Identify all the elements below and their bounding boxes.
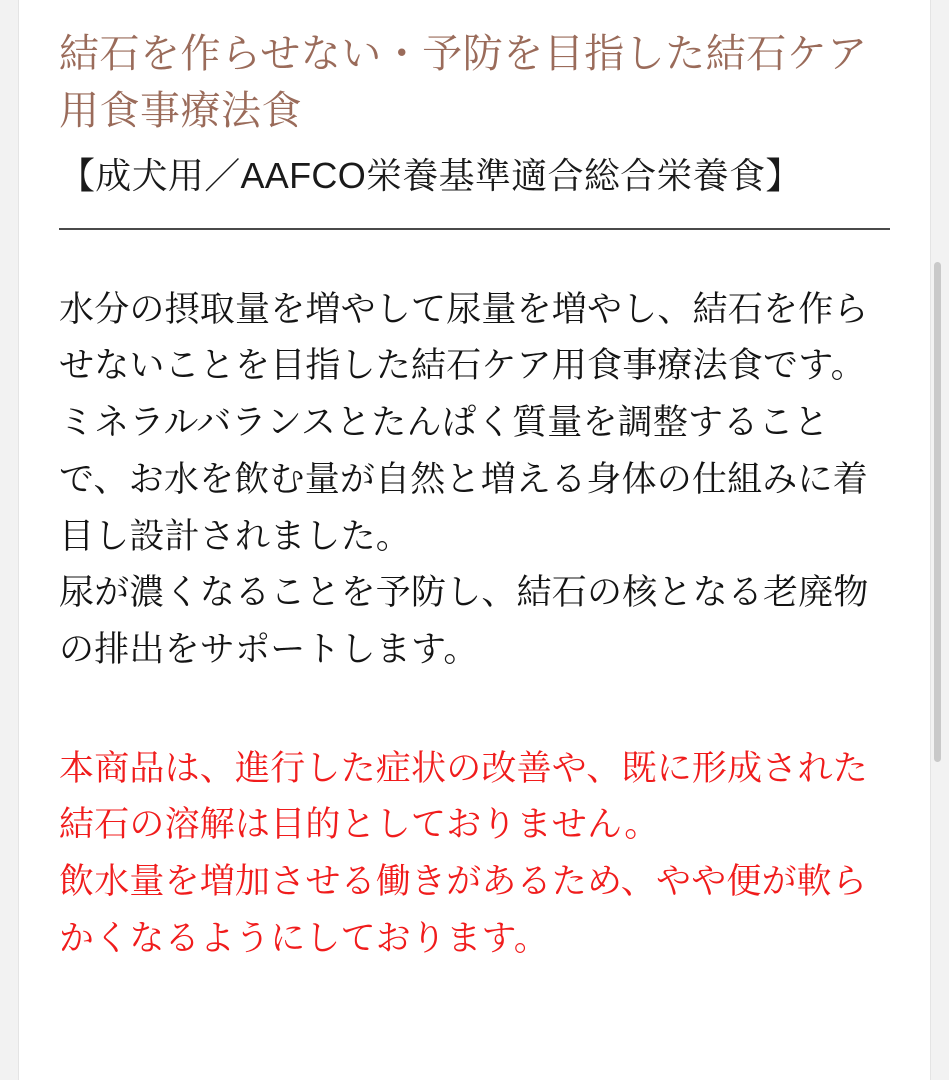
description-paragraph: 水分の摂取量を増やして尿量を増やし、結石を作らせないことを目指した結石ケア用食事療法食です。 (59, 289, 869, 386)
warning-block (59, 741, 890, 968)
scrollbar-thumb[interactable] (934, 262, 941, 762)
page-left-margin (0, 0, 19, 1080)
section-divider (59, 228, 890, 230)
scrollbar-track[interactable] (937, 0, 945, 1080)
description-paragraph: 尿が濃くなることを予防し、結石の核となる老廃物の排出をサポートします。 (59, 573, 869, 669)
page-subtitle: 【成犬用／AAFCO栄養基準適合総合栄養食】 (59, 154, 802, 196)
description-block (59, 282, 890, 679)
warning-paragraph: 本商品は、進行した症状の改善や、既に形成された結石の溶解は目的としておりません。 (59, 748, 868, 845)
description-paragraph: ミネラルバランスとたんぱく質量を調整することで、お水を飲む量が自然と増える身体の仕組みに着目し設計されました。 (59, 403, 868, 556)
warning-paragraph: 飲水量を増加させる働きがあるため、やや便が軟らかくなるようにしております。 (59, 861, 868, 958)
page-title: 結石を作らせない・予防を目指した結石ケア用食事療法食 (59, 32, 868, 133)
document-content (19, 0, 930, 1080)
